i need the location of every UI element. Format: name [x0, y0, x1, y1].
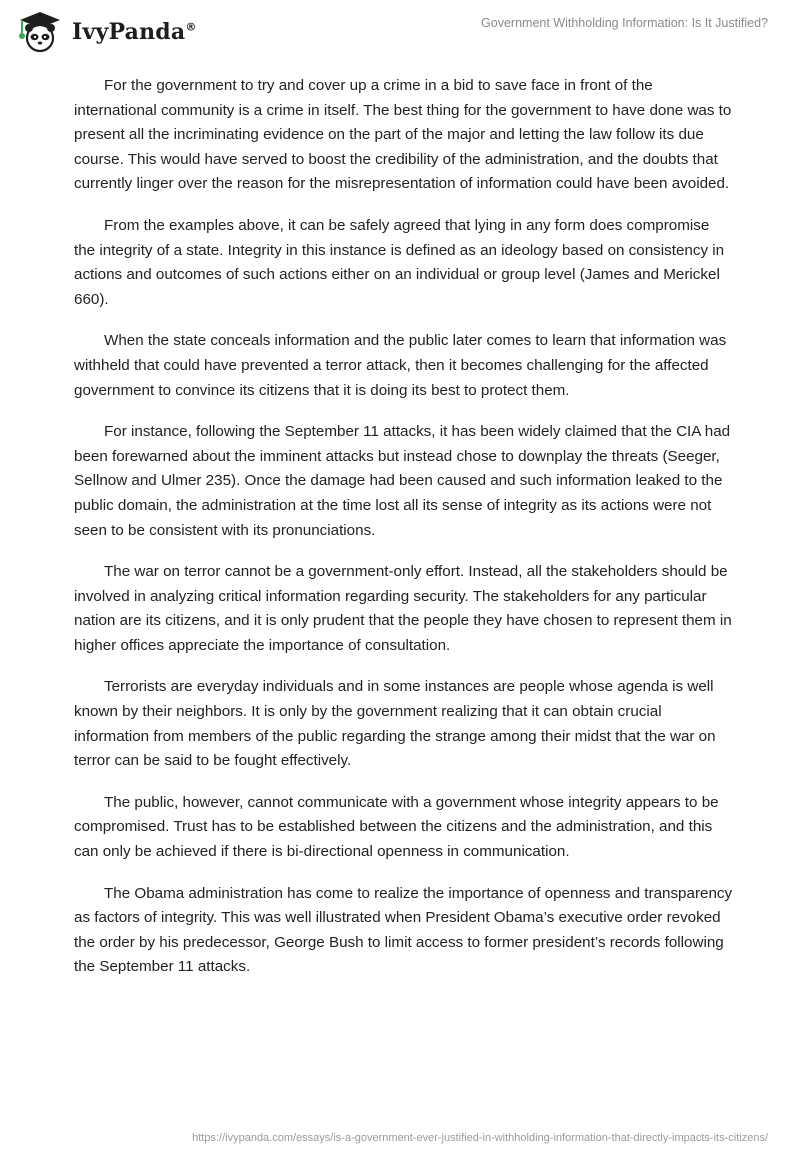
brand-logo[interactable] — [14, 10, 197, 54]
paragraph-6: Terrorists are everyday individuals and in some instances are people whose agenda is well known by their neighbors. It is only by the government realizing that it can obtain crucial information from members of the public regarding the strange among their midst that the war on terror can be said to be fought effectively. — [74, 678, 716, 770]
page-header — [0, 0, 800, 64]
document-title: Government Withholding Information: Is It Justified? — [481, 16, 768, 30]
brand-name: IvyPanda® — [72, 19, 197, 45]
paragraph-1: For the government to try and cover up a crime in a bid to save face in front of the international community is a crime in itself. The best thing for the government to have done was to present all the incriminating evidence on the part of the major and letting the law follow its due course. This would have served to boost the credibility of the administration, and the doubts that currently linger over the reason for the misrepresentation of information could have been avoided. — [74, 77, 732, 193]
registered-mark: ® — [185, 20, 197, 34]
source-url[interactable]: https://ivypanda.com/essays/is-a-government-ever-justified-in-withholding-information-that-directly-impacts-its-citizens/ — [192, 1132, 768, 1144]
paragraph-2: From the examples above, it can be safely agreed that lying in any form does compromise the integrity of a state. Integrity in this instance is defined as an ideology based on consistency in actions and outcomes of such actions either on an individual or group level (James and Merickel 660). — [74, 216, 725, 308]
paragraph-3: When the state conceals information and the public later comes to learn that information was withheld that could have prevented a terror attack, then it becomes challenging for the affected government to convince its citizens that it is doing its best to protect them. — [74, 332, 727, 399]
paragraph-5: The war on terror cannot be a government-only effort. Instead, all the stakeholders should be involved in analyzing critical information regarding security. The stakeholders for any particular nation are its citizens, and it is only prudent that the people they have chosen to represent them in higher offices appreciate the importance of consultation. — [74, 563, 732, 654]
panda-graduate-icon — [14, 10, 66, 54]
essay-body — [74, 74, 734, 997]
paragraph-4: For instance, following the September 11 attacks, it has been widely claimed that the CIA had been forewarned about the imminent attacks but instead chose to downplay the threats (Seeger, Sellnow and Ulmer 235). Once the damage had been caused and such information leaked to the public domain, the administration at the time lost all its sense of integrity as its actions were not seen to be consistent with its pronunciations. — [74, 423, 731, 539]
paragraph-8: The Obama administration has come to realize the importance of openness and transparency as factors of integrity. This was well illustrated when President Obama’s executive order revoked the order by his predecessor, George Bush to limit access to former president’s records following the September 11 attacks. — [74, 884, 733, 976]
paragraph-7: The public, however, cannot communicate with a government whose integrity appears to be compromised. Trust has to be established between the citizens and the administration, and this can only be achieved if there is bi-directional openness in communication. — [74, 793, 719, 861]
